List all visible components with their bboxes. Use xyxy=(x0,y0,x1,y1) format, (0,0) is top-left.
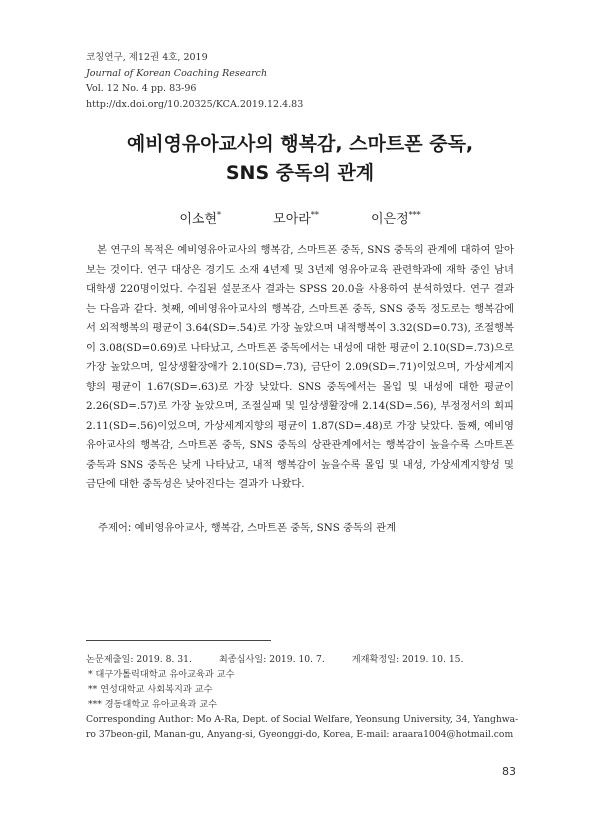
accepted-date: 게재확정일: 2019. 10. 15. xyxy=(351,654,464,665)
author-mark: ** xyxy=(310,210,319,220)
submitted-date: 논문제출일: 2019. 8. 31. xyxy=(86,654,192,665)
author-mark: *** xyxy=(408,210,421,220)
author: 모아라** xyxy=(273,210,319,227)
footnote-affiliation-3: *** 경동대학교 유아교육과 교수 xyxy=(88,699,218,710)
author: 이은정*** xyxy=(370,210,421,227)
page-number: 83 xyxy=(502,765,516,778)
submission-dates xyxy=(86,652,526,667)
paper-title xyxy=(0,130,600,188)
footnote-affiliation-1: * 대구가톨릭대학교 유아교육과 교수 xyxy=(88,669,235,680)
author-mark: * xyxy=(217,210,222,220)
author: 이소현* xyxy=(179,210,222,227)
author-list xyxy=(0,208,600,227)
keywords-text: 예비영유아교사, 행복감, 스마트폰 중독, SNS 중독의 관계 xyxy=(134,522,397,534)
keywords xyxy=(98,519,396,534)
doi-link[interactable]: http://dx.doi.org/10.20325/KCA.2019.12.4.83 xyxy=(86,98,304,110)
reviewed-date: 최종심사일: 2019. 10. 7. xyxy=(218,654,325,665)
journal-header xyxy=(86,50,303,112)
footnotes xyxy=(86,652,526,742)
journal-name: Journal of Korean Coaching Research xyxy=(86,67,268,79)
keywords-label: 주제어: xyxy=(98,522,132,534)
abstract: 본 연구의 목적은 예비영유아교사의 행복감, 스마트폰 중독, SNS 중독의 관계에 대하여 알아보는 것이다. 연구 대상은 경기도 소재 4년제 및 3년제 영유아교육 관련학과에 재학 중인 남녀 대학생 220명이었다. 수집된 설문조사 결과는 SPSS 20.0을 사용하여 분석하였다. 연구 결과는 다음과 같다. 첫째, 예비영유아교사의 행복감, 스마트폰 중독, SNS 중독 정도로는 행복감에서 외적행복의 평균이 3.64(SD=.54)로 가장 높았으며 내적행복이 3.32(SD=0.73), 조절행복이 3.08(SD=0.69)로 나타났고, 스마트폰 중독에서는 내성에 대한 평균이 2.10(SD=.73)으로 가장 높았으며, 일상생활장애가 2.10(SD=.73), 금단이 2.09(SD=.71)이었으며, 가상세계지향의 평균이 1.67(SD=.63)로 가장 낮았다. SNS 중독에서는 몰입 및 내성에 대한 평균이 2.26(SD=.57)로 가장 높았으며, 조절실패 및 일상생활장애 2.14(SD=.56), 부정정서의 회피 2.11(SD=.56)이었으며, 가상세계지향의 평균이 1.87(SD=.48)로 가장 낮았다. 둘째, 예비영유아교사의 행복감, 스마트폰 중독, SNS 중독의 상관관계에서는 행복감이 높을수록 스마트폰 중독과 SNS 중독은 낮게 나타났고, 내적 행복감이 높을수록 몰입 및 내성, 가상세계지향성 및 금단에 대한 중독성은 낮아진다는 결과가 나왔다. xyxy=(86,244,514,490)
corresponding-author: Corresponding Author: Mo A-Ra, Dept. of Social Welfare, Yeonsung University, 34, Yanghwa-ro 37beon-gil, Manan-gu, Anyang-si, Gyeonggi-do, Korea, E-mail: araara1004@hotmail.com xyxy=(86,714,519,740)
title-line-1: 예비영유아교사의 행복감, 스마트폰 중독, xyxy=(126,133,474,155)
title-line-2: SNS 중독의 관계 xyxy=(225,162,375,184)
journal-volume-korean: 코칭연구, 제12권 4호, 2019 xyxy=(86,52,208,63)
footnote-divider xyxy=(86,640,271,641)
footnote-affiliation-2: ** 연성대학교 사회복지과 교수 xyxy=(88,684,213,695)
journal-volume: Vol. 12 No. 4 pp. 83-96 xyxy=(86,83,197,94)
